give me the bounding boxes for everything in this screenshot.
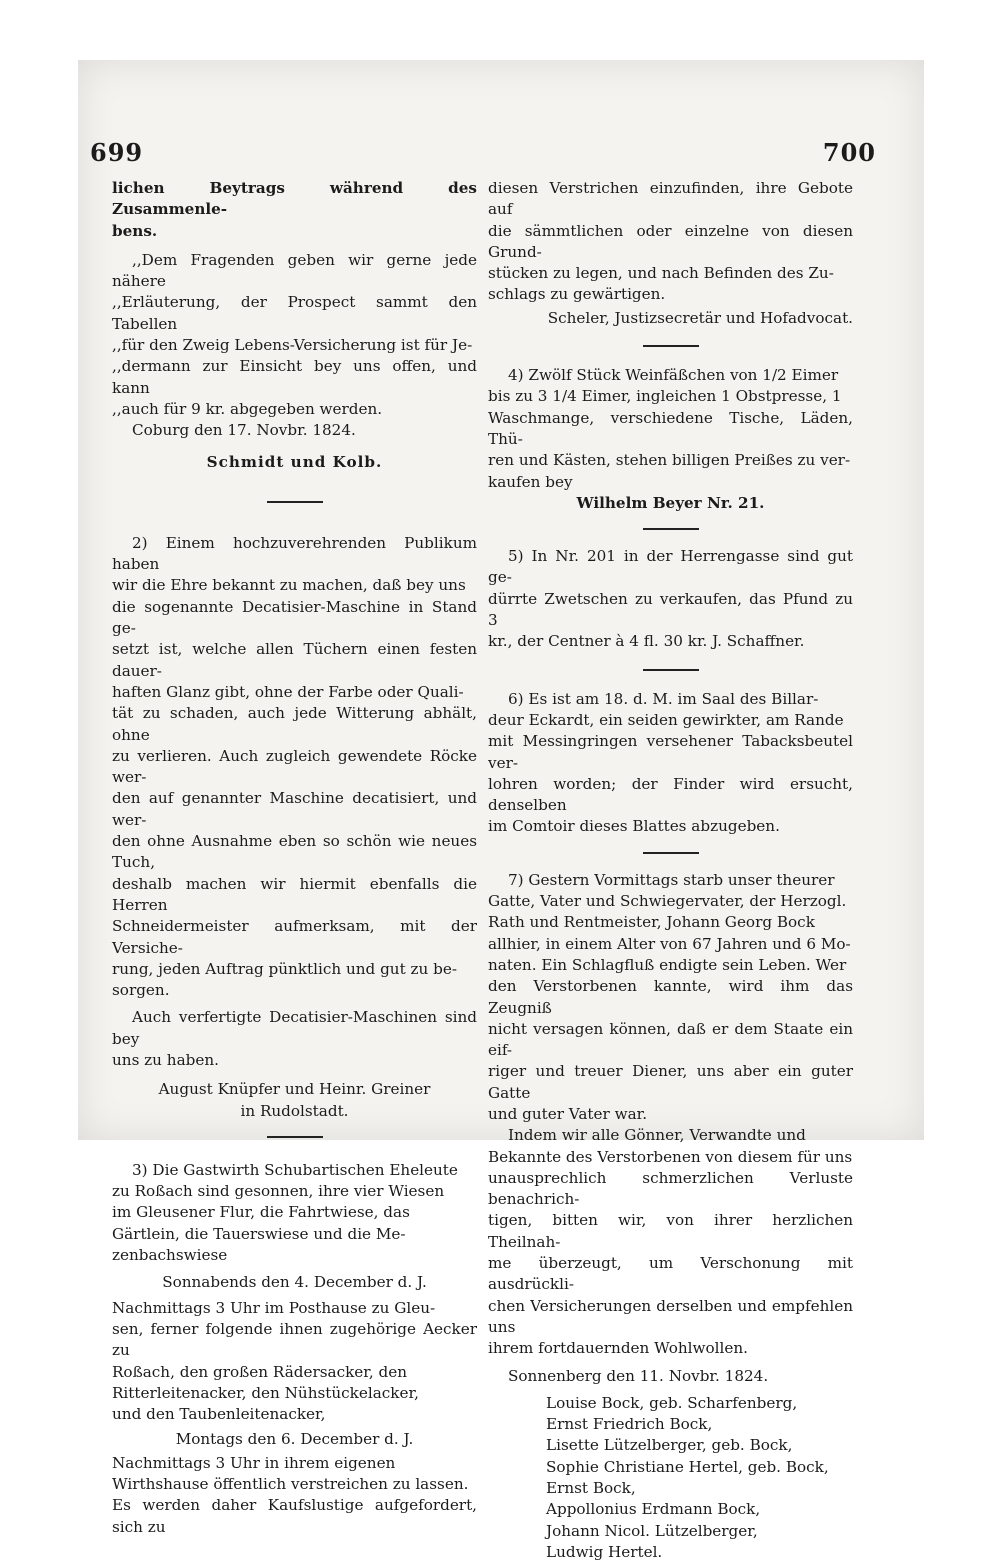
section-rule — [267, 1136, 323, 1138]
left-column — [112, 178, 477, 1538]
right-notice-3-continuation: diesen Verstrichen einzufinden, ihre Gebote auf die sämmtlichen oder einzelne von diesen Grund- stücken zu legen, und nach Befinden des Zu- schlags zu gewärtigen. — [488, 179, 853, 304]
right-column — [488, 178, 853, 1563]
right-signatures: Louise Bock, geb. Scharfenberg, Ernst Friedrich Bock, Lisette Lützelberger, geb. Bock, Sophie Christiane Hertel, geb. Bock, Ernst Bock, Appollonius Erdmann Bock, Johann Nicol. Lützelberger, Ludwig Hertel. — [546, 1393, 829, 1561]
right-dateline: Sonnenberg den 11. Novbr. 1824. — [508, 1366, 769, 1385]
left-notice-2: 2) Einem hochzuverehrenden Publikum haben wir die Ehre bekannt zu machen, daß bey uns die sogenannte Decatisier-Maschine in Stand ge- setzt ist, welche allen Tüchern einen festen dauer- haften Glanz gibt, ohne der Farbe oder Quali- tät zu schaden, auch jede Witterung abhält, ohne zu verlieren. Auch zugleich gewendete Röcke wer- den auf genannter Maschine decatisiert, und wer- den ohne Ausnahme eben so schön wie neues Tuch, deshalb machen wir hiermit ebenfalls die Herren Schneidermeister aufmerksam, mit der Versiche- rung, jeden Auftrag pünktlich und gut zu be- sorgen. — [112, 533, 477, 1000]
right-notice-6: 6) Es ist am 18. d. M. im Saal des Billar- deur Eckardt, ein seiden gewirkter, am Rande mit Messingringen versehener Tabacksbeutel ver- lohren worden; der Finder wird ersucht, denselben im Comtoir dieses Blattes abzugeben. — [488, 689, 853, 836]
right-notice-5: 5) In Nr. 201 in der Herrengasse sind gut ge- dürrte Zwetschen zu verkaufen, das Pfund zu 3 kr., der Centner à 4 fl. 30 kr. J. Schaffner. — [488, 547, 853, 651]
right-notice-4: 4) Zwölf Stück Weinfäßchen von 1/2 Eimer bis zu 3 1/4 Eimer, ingleichen 1 Obstpresse, 1 Waschmange, verschiedene Tische, Läden, Thü- ren und Kästen, stehen billigen Preißes zu ver- kaufen bey — [488, 366, 853, 491]
left-paragraph-continuation: lichen Beytrags während des Zusammenle- bens. — [112, 179, 477, 240]
right-signature-beyer: Wilhelm Beyer Nr. 21. — [576, 493, 765, 512]
left-signature-schmidt-kolb: Schmidt und Kolb. — [206, 452, 383, 471]
left-notice-3-continued: Nachmittags 3 Uhr im Posthause zu Gleu- sen, ferner folgende ihnen zugehörige Aecker zu Roßach, den großen Rädersacker, den Ritterleitenacker, den Nühstückelacker, und den Taubenleitenacker, — [112, 1298, 477, 1424]
section-rule — [267, 501, 323, 503]
section-rule — [643, 345, 699, 347]
page-number-left: 699 — [90, 138, 144, 167]
page-number-right: 700 — [822, 138, 876, 167]
right-notice-7: 7) Gestern Vormittags starb unser theurer Gatte, Vater und Schwiegervater, der Herzogl. Rath und Rentmeister, Johann Georg Bock allhier, in einem Alter von 67 Jahren und 6 Mo- naten. Ein Schlagfluß endigte sein Leben. Wer den Verstorbenen kannte, wird ihm das Zeugniß nicht versagen können, daß er dem Staate ein eif- riger und treuer Diener, uns aber ein guter Gatte und guter Vater war. — [488, 870, 853, 1123]
left-notice-3: 3) Die Gastwirth Schubartischen Eheleute zu Roßach sind gesonnen, ihre vier Wiesen im Gleusener Flur, die Fahrtwiese, das Gärtlein, die Tauerswiese und die Me- zenbachswiese — [112, 1160, 458, 1265]
section-rule — [643, 852, 699, 854]
left-dateline: Coburg den 17. Novbr. 1824. — [132, 421, 356, 440]
right-signature-scheler: Scheler, Justizsecretär und Hofadvocat. — [547, 308, 853, 327]
newspaper-page — [78, 60, 924, 1561]
right-notice-7-continued: Indem wir alle Gönner, Verwandte und Bekannte des Verstorbenen von diesem für uns unausprechlich schmerzlichen Verluste benachrich- tigen, bitten wir, von ihrer herzlichen Theilnah- me überzeugt, um Verschonung mit ausdrückli- chen Versicherungen derselben und empfehlen uns ihrem fortdauernden Wohlwollen. — [488, 1126, 853, 1358]
section-rule — [643, 669, 699, 671]
section-rule — [643, 528, 699, 530]
left-date-monday: Montags den 6. December d. J. — [175, 1430, 414, 1449]
left-signature-knuepfer-greiner: August Knüpfer und Heinr. Greiner in Rudolstadt. — [158, 1080, 431, 1120]
left-date-saturday: Sonnabends den 4. December d. J. — [162, 1273, 427, 1292]
left-notice-3-end: Nachmittags 3 Uhr in ihrem eigenen Wirthshause öffentlich verstreichen zu lassen. Es werden daher Kaufslustige aufgefordert, sich zu — [112, 1453, 477, 1536]
left-quote-paragraph: ,,Dem Fragenden geben wir gerne jede nähere ,,Erläuterung, der Prospect sammt den Tabellen ,,für den Zweig Lebens-Versicherung ist für Je- ,,dermann zur Einsicht bey uns offen, und kann ,,auch für 9 kr. abgegeben werden. — [112, 250, 477, 418]
left-notice-2-addendum: Auch verfertigte Decatisier-Maschinen sind bey uns zu haben. — [112, 1008, 477, 1069]
